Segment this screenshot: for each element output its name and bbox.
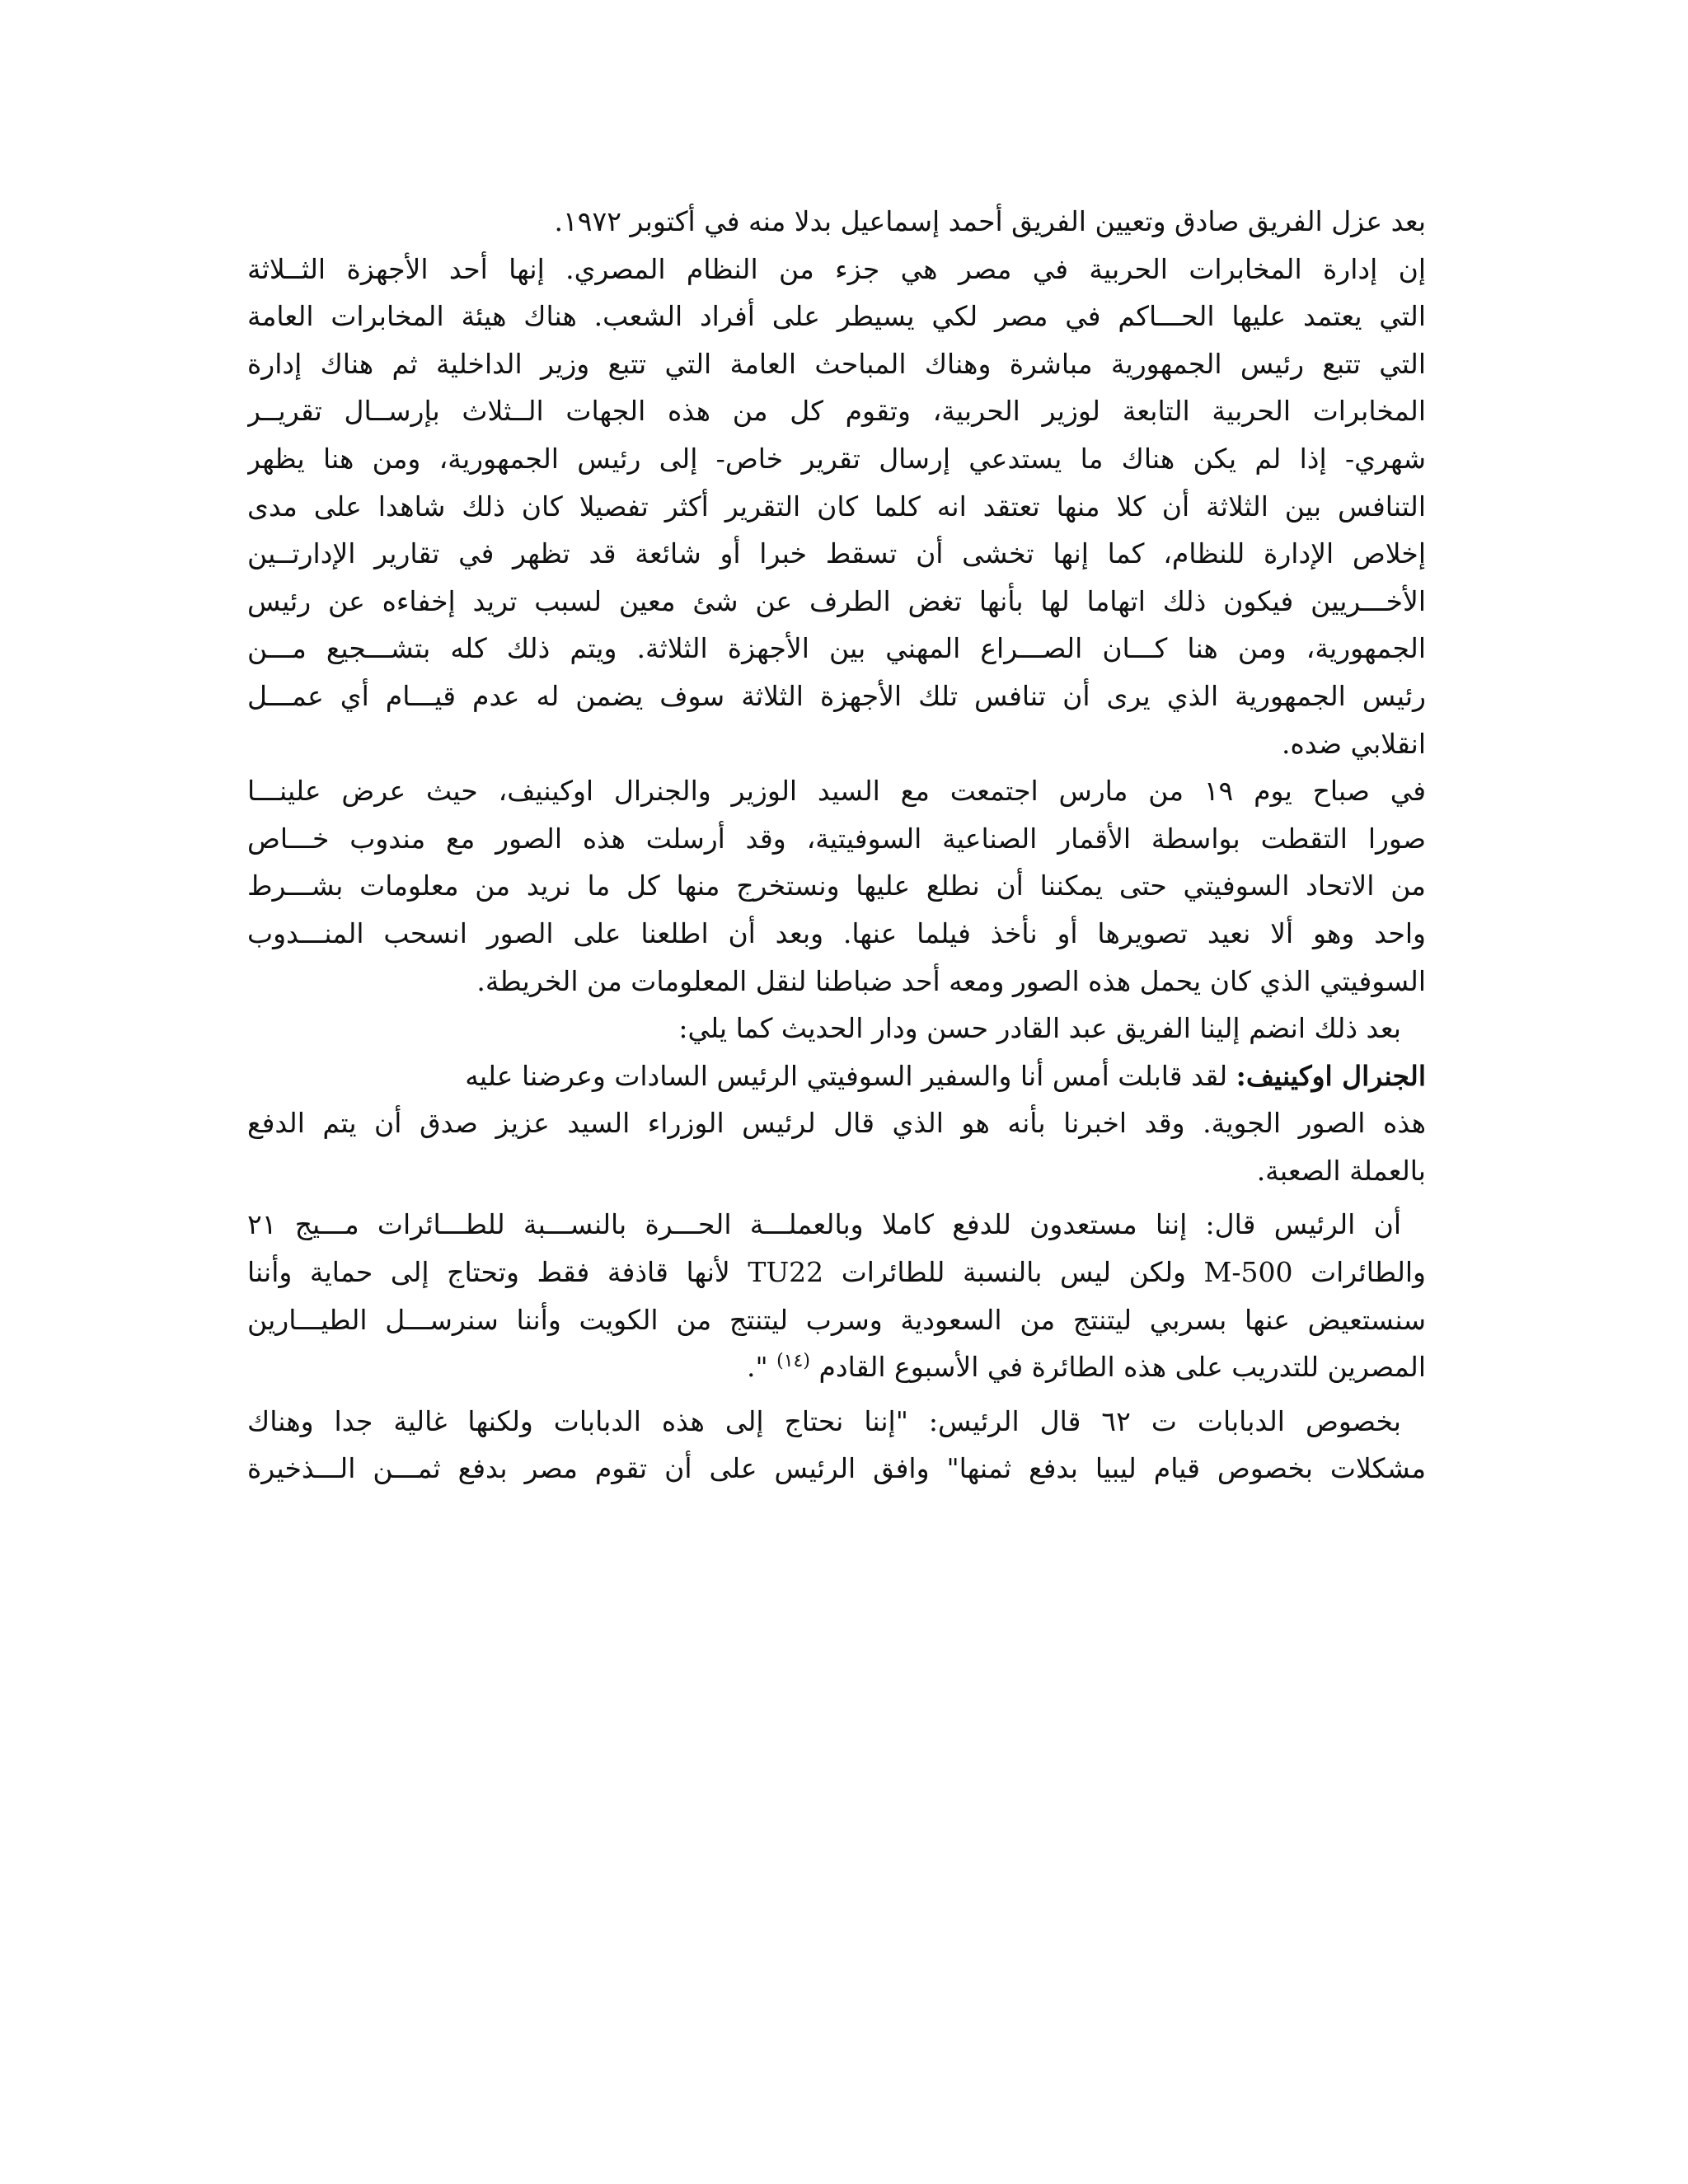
text-line: السوفيتي الذي كان يحمل هذه الصور ومعه أحد ضباطنا لنقل المعلومات من الخريطة. xyxy=(476,964,1426,997)
text-line: رئيس الجمهورية الذي يرى أن تنافس تلك الأجهزة الثلاثة سوف يضمن له عدم قيـــام أي عمـــل xyxy=(247,679,1426,712)
speaker-text: لقد قابلت أمس أنا والسفير السوفيتي الرئيس السادات وعرضنا عليه xyxy=(465,1059,1228,1092)
text-line: الجمهورية، ومن هنا كـــان الصـــراع المهني بين الأجهزة الثلاثة. ويتم ذلك كله بتشـــجيع مـــن xyxy=(247,632,1426,665)
footnote-reference: (١٤) xyxy=(776,1351,810,1372)
text-line: بعد ذلك انضم إلينا الفريق عبد القادر حسن ودار الحديث كما يلي: xyxy=(678,1012,1401,1045)
text-line: إن إدارة المخابرات الحربية في مصر هي جزء من النظام المصري. إنها أحد الأجهزة الثــلاثة xyxy=(247,252,1426,285)
text-line: بعد عزل الفريق صادق وتعيين الفريق أحمد إسماعيل بدلا منه في أكتوبر ١٩٧٢. xyxy=(554,205,1426,237)
text-line: التي يعتمد عليها الحـــاكم في مصر لكي يسيطر على أفراد الشعب. هناك هيئة المخابرات العامة xyxy=(247,300,1426,333)
text-line: في صباح يوم ١٩ من مارس اجتمعت مع السيد الوزير والجنرال اوكينيف، حيث عرض علينـــا xyxy=(247,775,1426,808)
text-line: إخلاص الإدارة للنظام، كما إنها تخشى أن تسقط خبرا أو شائعة قد تظهر في تقارير الإدارتــين xyxy=(247,537,1426,570)
text-line: المخابرات الحربية التابعة لوزير الحربية، وتقوم كل من هذه الجهات الــثلاث بإرســال تقريــر xyxy=(247,395,1426,428)
text-line: بخصوص الدبابات ت ٦٢ قال الرئيس: "إننا نحتاج إلى هذه الدبابات ولكنها غالية جدا وهناك xyxy=(247,1404,1401,1437)
text-line: صورا التقطت بواسطة الأقمار الصناعية السوفيتية، وقد أرسلت هذه الصور مع مندوب خـــاص xyxy=(247,822,1426,855)
text-line: هذه الصور الجوية. وقد اخبرنا بأنه هو الذي قال لرئيس الوزراء السيد عزيز صدق أن يتم الدفع xyxy=(247,1107,1426,1140)
text-segment: ". xyxy=(746,1351,768,1384)
text-line: سنستعيض عنها بسربي ليتنتج من السعودية وسرب ليتنتج من الكويت وأننا سنرســـل الطيـــارين xyxy=(247,1303,1426,1336)
text-line: انقلابي ضده. xyxy=(1281,727,1426,760)
text-line: مشكلات بخصوص قيام ليبيا بدفع ثمنها" وافق الرئيس على أن تقوم مصر بدفع ثمـــن الـــذخيرة xyxy=(247,1452,1426,1485)
text-line: شهري- إذا لم يكن هناك ما يستدعي إرسال تقرير خاص- إلى رئيس الجمهورية، ومن هنا يظهر xyxy=(247,442,1426,475)
text-line: أن الرئيس قال: إننا مستعدون للدفع كاملا وبالعملـــة الحـــرة بالنســـبة للطـــائرات مـــيج ٢١ xyxy=(247,1208,1401,1241)
text-line: التنافس بين الثلاثة أن كلا منها تعتقد انه كلما كان التقرير أكثر تفصيلا كان ذلك شاهدا على مدى xyxy=(247,490,1426,523)
text-line xyxy=(247,1052,1426,1100)
text-line: والطائرات M-500 ولكن ليس بالنسبة للطائرات TU22 لأنها قاذفة فقط وتحتاج إلى حماية وأننا xyxy=(247,1256,1426,1289)
text-line: الأخـــريين فيكون ذلك اتهاما لها بأنها تغض الطرف عن شئ معين لسبب تريد إخفاءه عن رئيس xyxy=(247,584,1426,617)
text-line xyxy=(247,1343,1426,1391)
text-segment: المصرين للتدريب على هذه الطائرة في الأسبوع القادم xyxy=(818,1351,1426,1384)
text-line: من الاتحاد السوفيتي حتى يمكننا أن نطلع عليها ونستخرج منها كل ما نريد من معلومات بشـــرط xyxy=(247,869,1426,902)
text-line: التي تتبع رئيس الجمهورية مباشرة وهناك المباحث العامة التي تتبع وزير الداخلية ثم هناك إدارة xyxy=(247,347,1426,380)
speaker-label: الجنرال اوكينيف: xyxy=(1236,1059,1426,1092)
document-body xyxy=(247,198,1426,1493)
text-line: واحد وهو ألا نعيد تصويرها أو نأخذ فيلما عنها. وبعد أن اطلعنا على الصور انسحب المنـــدوب xyxy=(247,916,1426,949)
text-line: بالعملة الصعبة. xyxy=(1256,1154,1426,1187)
